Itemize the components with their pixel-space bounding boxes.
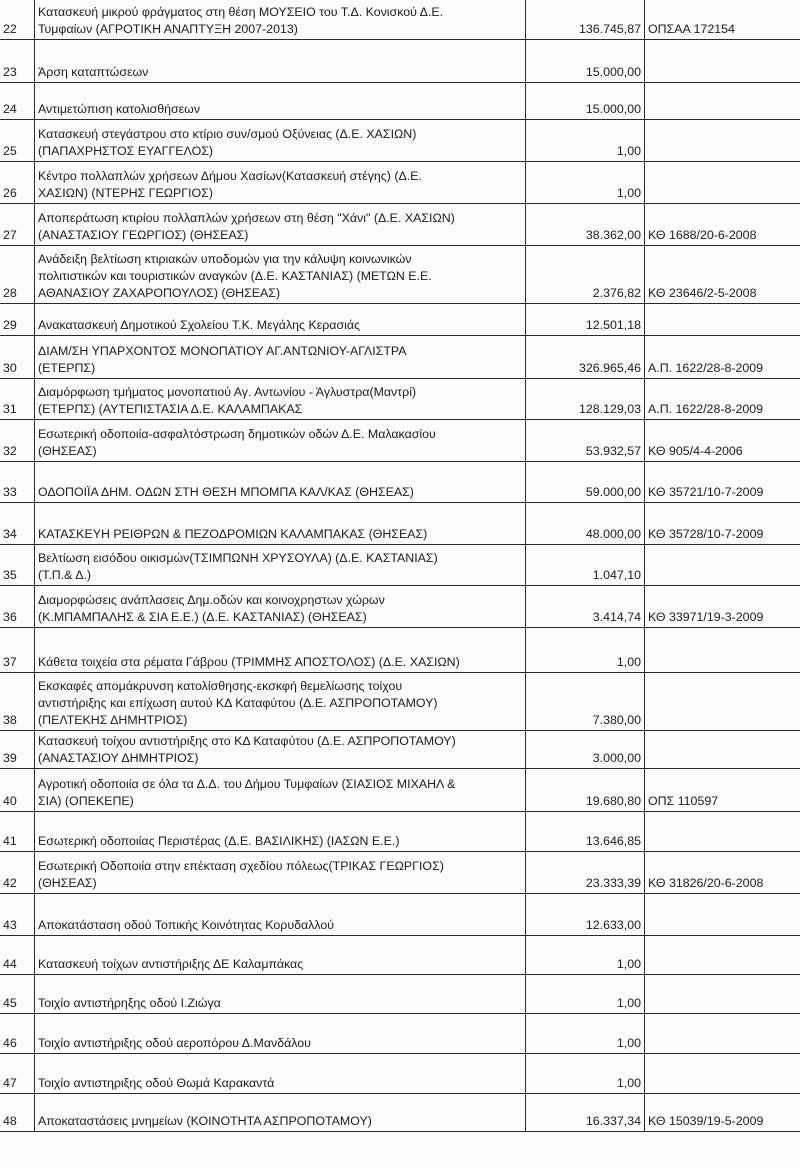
table-row — [0, 852, 800, 894]
row-number: 41 — [0, 812, 35, 852]
description-line: Αποκατάσταση οδού Τοπικής Κοινότητας Κορυδαλλού — [38, 918, 335, 932]
project-amount: 3.414,74 — [526, 586, 645, 628]
table-row — [0, 162, 800, 204]
row-number: 48 — [0, 1094, 35, 1132]
project-amount: 1,00 — [526, 120, 645, 162]
table-row — [0, 1014, 800, 1054]
project-description — [35, 304, 526, 336]
description-line: Τυμφαίων (ΑΓΡΟΤΙΚΗ ΑΝΑΠΤΥΞΗ 2007-2013) — [38, 22, 298, 36]
funding-reference — [645, 936, 800, 975]
project-amount: 12.633,00 — [526, 894, 645, 936]
project-description — [35, 673, 526, 731]
project-description — [35, 731, 526, 769]
project-amount: 1,00 — [526, 1054, 645, 1094]
description-line: Κατασκευή στεγάστρου στο κτίριο συν/σμού Οξύνειας (Δ.Ε. ΧΑΣΙΩΝ) — [38, 127, 417, 141]
project-description — [35, 852, 526, 894]
funding-reference — [645, 120, 800, 162]
project-amount: 7.380,00 — [526, 673, 645, 731]
table-row — [0, 1054, 800, 1094]
funding-reference — [645, 1054, 800, 1094]
funding-reference: Α.Π. 1622/28-8-2009 — [645, 336, 800, 379]
funding-reference — [645, 628, 800, 673]
row-number: 22 — [0, 0, 35, 40]
description-line: Κατασκευή τοίχου αντιστήριξης στο ΚΔ Καταφύτου (Δ.Ε. ΑΣΠΡΟΠΟΤΑΜΟΥ) — [38, 734, 456, 748]
description-line: Κατασκευή μικρού φράγματος στη θέση ΜΟΥΣΕΙΟ του Τ.Δ. Κονισκού Δ.Ε. — [38, 5, 444, 19]
funding-reference — [645, 304, 800, 336]
table-row — [0, 246, 800, 304]
project-description — [35, 1054, 526, 1094]
funding-reference: ΚΘ 33971/19-3-2009 — [645, 586, 800, 628]
project-amount: 12.501,18 — [526, 304, 645, 336]
project-description — [35, 246, 526, 304]
funding-reference — [645, 162, 800, 204]
funding-reference: ΟΠΣ 110597 — [645, 769, 800, 812]
description-line: ΑΘΑΝΑΣΙΟΥ ΖΑΧΑΡΟΠΟΥΛΟΣ) (ΘΗΣΕΑΣ) — [38, 286, 281, 300]
project-description — [35, 586, 526, 628]
funding-reference: ΚΘ 35728/10-7-2009 — [645, 503, 800, 545]
description-line: Τοιχίο αντιστήριξης οδού αεροπόρου Δ.Μανδάλου — [38, 1036, 311, 1050]
description-line: Διαμορφώσεις ανάπλασεις Δημ.οδών και κοινοχρηστων χώρων — [38, 593, 385, 607]
description-line: Αποκαταστάσεις μνημείων (ΚΟΙΝΟΤΗΤΑ ΑΣΠΡΟΠΟΤΑΜΟΥ) — [38, 1114, 372, 1128]
table-row — [0, 975, 800, 1014]
description-line: (ΕΤΕΡΠΣ) — [38, 361, 96, 375]
description-line: (ΘΗΣΕΑΣ) — [38, 444, 97, 458]
project-description — [35, 83, 526, 120]
table-row — [0, 769, 800, 812]
table-row — [0, 420, 800, 462]
funding-reference — [645, 975, 800, 1014]
project-amount: 128.129,03 — [526, 379, 645, 420]
table-row — [0, 304, 800, 336]
funding-reference: Α.Π. 1622/28-8-2009 — [645, 379, 800, 420]
project-amount: 15.000,00 — [526, 83, 645, 120]
funding-reference — [645, 731, 800, 769]
row-number: 44 — [0, 936, 35, 975]
description-line: Εκσκαφές απομάκρυνση κατολίσθησης-εκσκφή θεμελίωσης τοίχου — [38, 679, 403, 693]
description-line: Τοιχίο αντιστηριξης οδού Θωμά Καρακαντά — [38, 1076, 275, 1090]
description-line: (ΠΑΠΑΧΡΗΣΤΟΣ ΕΥΑΓΓΕΛΟΣ) — [38, 144, 213, 158]
description-line: Εσωτερική οδοποιίας Περιστέρας (Δ.Ε. ΒΑΣΙΛΙΚΗΣ) (ΙΑΣΩΝ Ε.Ε.) — [38, 834, 400, 848]
funding-reference: ΚΘ 31826/20-6-2008 — [645, 852, 800, 894]
description-line: (ΘΗΣΕΑΣ) — [38, 876, 97, 890]
project-amount: 136.745,87 — [526, 0, 645, 40]
table-row — [0, 628, 800, 673]
project-amount: 15.000,00 — [526, 40, 645, 83]
table-row — [0, 503, 800, 545]
project-amount: 13.646,85 — [526, 812, 645, 852]
row-number: 29 — [0, 304, 35, 336]
funding-reference: ΚΘ 35721/10-7-2009 — [645, 462, 800, 503]
row-number: 45 — [0, 975, 35, 1014]
row-number: 32 — [0, 420, 35, 462]
table-row — [0, 1094, 800, 1132]
table-row — [0, 586, 800, 628]
project-amount: 16.337,34 — [526, 1094, 645, 1132]
funding-reference: ΚΘ 15039/19-5-2009 — [645, 1094, 800, 1132]
description-line: Κάθετα τοιχεία στα ρέματα Γάβρου (ΤΡΙΜΜΗΣ ΑΠΟΣΤΟΛΟΣ) (Δ.Ε. ΧΑΣΙΩΝ) — [38, 655, 460, 669]
funding-reference: ΚΘ 23646/2-5-2008 — [645, 246, 800, 304]
project-amount: 2.376,82 — [526, 246, 645, 304]
description-line: Αποπεράτωση κτιρίου πολλαπλών χρήσεων στη θέση "Χάνι" (Δ.Ε. ΧΑΣΙΩΝ) — [38, 211, 455, 225]
description-line: ΚΑΤΑΣΚΕΥΗ ΡΕΙΘΡΩΝ & ΠΕΖΟΔΡΟΜΙΩΝ ΚΑΛΑΜΠΑΚΑΣ (ΘΗΣΕΑΣ) — [38, 527, 428, 541]
row-number: 35 — [0, 545, 35, 586]
project-description — [35, 162, 526, 204]
row-number: 38 — [0, 673, 35, 731]
row-number: 36 — [0, 586, 35, 628]
description-line: Εσωτερική Οδοποιία στην επέκταση σχεδίου πόλεως(ΤΡΙΚΑΣ ΓΕΩΡΓΙΟΣ) — [38, 859, 444, 873]
project-amount: 38.362,00 — [526, 204, 645, 246]
description-line: (ΑΝΑΣΤΑΣΙΟΥ ΓΕΩΡΓΙΟΣ) (ΘΗΣΕΑΣ) — [38, 228, 249, 242]
table-row — [0, 894, 800, 936]
description-line: Αγροτική οδοποιία σε όλα τα Δ.Δ. του Δήμου Τυμφαίων (ΣΙΑΣΙΟΣ ΜΙΧΑΗΛ & — [38, 777, 456, 791]
project-description — [35, 40, 526, 83]
description-line: πολιτιστικών και τουριστικών αναγκών (Δ.Ε. ΚΑΣΤΑΝΙΑΣ) (ΜΕΤΩΝ Ε.Ε. — [38, 269, 432, 283]
project-amount: 3.000,00 — [526, 731, 645, 769]
funding-reference — [645, 83, 800, 120]
project-description — [35, 936, 526, 975]
row-number: 23 — [0, 40, 35, 83]
table-row — [0, 379, 800, 420]
row-number: 28 — [0, 246, 35, 304]
table-row — [0, 336, 800, 379]
table-row — [0, 40, 800, 83]
description-line: Κατασκευή τοίχων αντιστήριξης ΔΕ Καλαμπάκας — [38, 957, 304, 971]
row-number: 47 — [0, 1054, 35, 1094]
project-description — [35, 462, 526, 503]
description-line: Κέντρο πολλαπλών χρήσεων Δήμου Χασίων(Κατασκευή στέγης) (Δ.Ε. — [38, 169, 422, 183]
project-description — [35, 503, 526, 545]
project-description — [35, 0, 526, 40]
project-amount: 1,00 — [526, 1014, 645, 1054]
description-line: Αντιμετώπιση κατολισθήσεων — [38, 102, 201, 116]
description-line: Ανάδειξη βελτίωση κτιριακών υποδομών για την κάλυψη κοινωνικών — [38, 252, 412, 266]
description-line: ΟΔΟΠΟΙΪΑ ΔΗΜ. ΟΔΩΝ ΣΤΗ ΘΕΣΗ ΜΠΟΜΠΑ ΚΑΛ/ΚΑΣ (ΘΗΣΕΑΣ) — [38, 485, 414, 499]
row-number: 33 — [0, 462, 35, 503]
description-line: Βελτίωση εισόδου οικισμών(ΤΣΙΜΠΩΝΗ ΧΡΥΣΟΥΛΑ) (Δ.Ε. ΚΑΣΤΑΝΙΑΣ) — [38, 551, 438, 565]
description-line: αντιστήριξης και επίχωση αυτού ΚΔ Καταφύτου (Δ.Ε. ΑΣΠΡΟΠΟΤΑΜΟΥ) — [38, 696, 438, 710]
funding-reference — [645, 40, 800, 83]
table-row — [0, 545, 800, 586]
table-row — [0, 812, 800, 852]
project-amount: 1.047,10 — [526, 545, 645, 586]
row-number: 43 — [0, 894, 35, 936]
description-line: (ΠΕΛΤΕΚΗΣ ΔΗΜΗΤΡΙΟΣ) — [38, 713, 188, 727]
project-amount: 1,00 — [526, 975, 645, 1014]
funding-reference: ΚΘ 905/4-4-2006 — [645, 420, 800, 462]
description-line: ΣΙΑ) (ΟΠΕΚΕΠΕ) — [38, 794, 134, 808]
description-line: Τοιχίο αντιστήρηξης οδού Ι.Ζιώγα — [38, 996, 221, 1010]
project-amount: 1,00 — [526, 936, 645, 975]
project-amount: 59.000,00 — [526, 462, 645, 503]
description-line: Εσωτερική οδοποιία-ασφαλτόστρωση δημοτικών οδών Δ.Ε. Μαλακασίου — [38, 427, 436, 441]
funding-reference — [645, 1014, 800, 1054]
project-description — [35, 336, 526, 379]
funding-reference: ΟΠΣΑΑ 172154 — [645, 0, 800, 40]
funding-reference — [645, 894, 800, 936]
row-number: 34 — [0, 503, 35, 545]
project-description — [35, 769, 526, 812]
project-description — [35, 1094, 526, 1132]
funding-reference — [645, 812, 800, 852]
row-number: 37 — [0, 628, 35, 673]
row-number: 26 — [0, 162, 35, 204]
row-number: 25 — [0, 120, 35, 162]
table-row — [0, 204, 800, 246]
funding-reference — [645, 545, 800, 586]
funding-reference: ΚΘ 1688/20-6-2008 — [645, 204, 800, 246]
description-line: ΔΙΑΜ/ΣΗ ΥΠΑΡΧΟΝΤΟΣ ΜΟΝΟΠΑΤΙΟΥ ΑΓ.ΑΝΤΩΝΙΟΥ-ΑΓΛΙΣΤΡΑ — [38, 344, 407, 358]
project-description — [35, 204, 526, 246]
description-line: ΧΑΣΙΩΝ) (ΝΤΕΡΗΣ ΓΕΩΡΓΙΟΣ) — [38, 186, 213, 200]
project-description — [35, 975, 526, 1014]
project-description — [35, 120, 526, 162]
project-description — [35, 812, 526, 852]
table-row — [0, 462, 800, 503]
project-amount: 1,00 — [526, 628, 645, 673]
table-row — [0, 0, 800, 40]
project-description — [35, 379, 526, 420]
row-number: 39 — [0, 731, 35, 769]
project-description — [35, 420, 526, 462]
project-amount: 48.000,00 — [526, 503, 645, 545]
table-row — [0, 673, 800, 731]
description-line: (ΑΝΑΣΤΑΣΙΟΥ ΔΗΜΗΤΡΙΟΣ) — [38, 751, 199, 765]
row-number: 24 — [0, 83, 35, 120]
description-line: (ΕΤΕΡΠΣ) (ΑΥΤΕΠΙΣΤΑΣΙΑ Δ.Ε. ΚΑΛΑΜΠΑΚΑΣ — [38, 402, 303, 416]
project-amount: 53.932,57 — [526, 420, 645, 462]
project-description — [35, 894, 526, 936]
table-row — [0, 936, 800, 975]
description-line: Διαμόρφωση τμήματος μονοπατιού Αγ. Αντωνίου - Άγλυστρα(Μαντρί) — [38, 385, 417, 399]
row-number: 31 — [0, 379, 35, 420]
project-amount: 326.965,46 — [526, 336, 645, 379]
funding-reference — [645, 673, 800, 731]
row-number: 30 — [0, 336, 35, 379]
description-line: (Κ.ΜΠΑΜΠΑΛΗΣ & ΣΙΑ Ε.Ε.) (Δ.Ε. ΚΑΣΤΑΝΙΑΣ) (ΘΗΣΕΑΣ) — [38, 610, 367, 624]
project-amount: 23.333,39 — [526, 852, 645, 894]
row-number: 42 — [0, 852, 35, 894]
row-number: 46 — [0, 1014, 35, 1054]
project-description — [35, 545, 526, 586]
description-line: (Τ.Π.& Δ.) — [38, 568, 92, 582]
row-number: 40 — [0, 769, 35, 812]
project-amount: 1,00 — [526, 162, 645, 204]
table-row — [0, 731, 800, 769]
description-line: Ανακατασκευή Δημοτικού Σχολείου Τ.Κ. Μεγάλης Κερασιάς — [38, 318, 360, 332]
table-row — [0, 120, 800, 162]
project-amount: 19.680,80 — [526, 769, 645, 812]
project-description — [35, 1014, 526, 1054]
row-number: 27 — [0, 204, 35, 246]
table-row — [0, 83, 800, 120]
project-description — [35, 628, 526, 673]
description-line: Άρση καταπτώσεων — [38, 65, 149, 79]
